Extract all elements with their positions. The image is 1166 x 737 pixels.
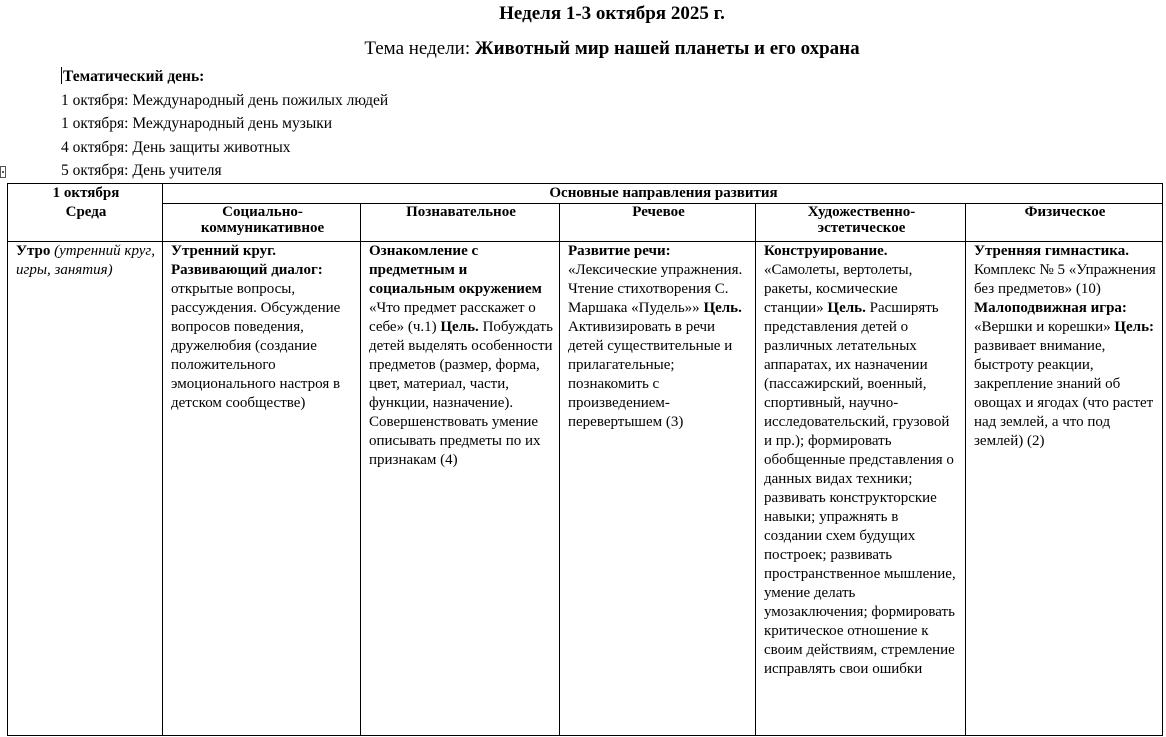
table-row <box>8 242 1163 736</box>
time-slot-label: Утро <box>16 243 51 259</box>
area-header-speech <box>560 204 756 242</box>
speech-cell <box>560 242 756 736</box>
thematic-day-item: 4 октября: День защиты животных <box>61 138 291 156</box>
thematic-day-item: 5 октября: День учителя <box>61 162 222 180</box>
speech-goal-label: Цель. <box>703 300 742 316</box>
speech-goal: Активизировать в речи детей существительные и прилагательные; познакомить с произведением-перевертышем (3) <box>568 319 733 430</box>
cognitive-goal-label: Цель. <box>440 319 479 335</box>
page-title: Неделя 1-3 октября 2025 г. <box>499 3 725 24</box>
area-header-physical-text: Физическое <box>1024 204 1106 220</box>
physical-game-title: Малоподвижная игра: <box>974 300 1127 316</box>
day-weekday: Среда <box>65 204 107 220</box>
social-cell <box>163 242 361 736</box>
table-move-handle[interactable] <box>0 166 6 178</box>
physical-title: Утренняя гимнастика. <box>974 243 1129 259</box>
development-areas-header: Основные направления развития <box>163 184 1163 204</box>
time-slot-note: (утренний круг, игры, занятия) <box>16 243 156 278</box>
day-date: 1 октября <box>52 185 120 201</box>
thematic-days-heading-text: Тематический день: <box>63 68 205 85</box>
time-slot-cell <box>8 242 163 736</box>
area-header-cognitive-text: Познавательное <box>406 204 516 220</box>
thematic-days <box>61 65 388 183</box>
art-goal: Расширять представления детей о различных летательных аппаратах, их назначении (пассажирский, военный, спортивный, научно-исследовательский, грузовой и пр.); формировать обобщенные представления о данных видах техники; развивать конструкторские навыки; упражнять в создании схем будущих построек; развивать пространственное мышление, умение делать умозаключения; формировать критическое отношение к своим действиям, стремление исправлять свои ошибки <box>764 300 956 677</box>
physical-cell <box>966 242 1163 736</box>
area-header-social-line1: Социально- <box>222 204 303 220</box>
text-cursor <box>61 67 62 84</box>
area-header-cognitive <box>361 204 560 242</box>
cognitive-goal: Побуждать детей выделять особенности предметов (размер, форма, цвет, материал, части, функции, назначение). Совершенствовать умение описывать предметы по их признакам (4) <box>369 319 553 468</box>
cognitive-cell <box>361 242 560 736</box>
speech-title: Развитие речи: <box>568 243 671 259</box>
area-header-art-line1: Художественно- <box>807 204 916 220</box>
art-topic: «Самолеты, вертолеты, ракеты, космические станции» <box>764 262 913 316</box>
physical-goal: развивает внимание, быстроту реакции, закрепление знаний об овощах и ягодах (что растет над землей, а что под землей) (2) <box>974 338 1154 449</box>
speech-topic-author: С. Маршака «Пудель»» <box>568 281 729 316</box>
art-cell <box>756 242 966 736</box>
area-header-physical <box>966 204 1163 242</box>
cognitive-topic: «Что предмет расскажет о себе» (ч.1) <box>369 300 536 335</box>
social-text: открытые вопросы, рассуждения. Обсуждение вопросов поведения, дружелюбия (создание положительного эмоционального настроя в детском сообществе) <box>171 281 341 411</box>
day-header <box>8 184 163 242</box>
thematic-day-item: 1 октября: Международный день пожилых людей <box>61 91 389 109</box>
area-header-social <box>163 204 361 242</box>
plan-table <box>7 183 1163 736</box>
physical-goal-label: Цель: <box>1114 319 1155 335</box>
area-header-art <box>756 204 966 242</box>
week-theme <box>0 37 1166 61</box>
art-goal-label: Цель. <box>827 300 866 316</box>
week-theme-prefix: Тема недели: <box>364 38 471 59</box>
social-subtitle: Развивающий диалог: <box>171 262 323 278</box>
week-theme-name: Животный мир нашей планеты и его охрана <box>474 38 860 59</box>
area-header-speech-text: Речевое <box>632 204 685 220</box>
thematic-day-item: 1 октября: Международный день музыки <box>61 115 333 133</box>
speech-topic: «Лексические упражнения. Чтение стихотворения <box>568 262 743 297</box>
thematic-days-heading[interactable] <box>61 65 388 89</box>
area-header-art-line2: эстетическое <box>817 220 906 236</box>
area-header-social-line2: коммуникативное <box>200 220 325 236</box>
physical-game: «Вершки и корешки» <box>974 319 1111 335</box>
art-title: Конструирование. <box>764 243 888 259</box>
physical-complex: Комплекс № 5 «Упражнения без предметов» (10) <box>974 262 1156 297</box>
cognitive-title: Ознакомление с предметным и социальным окружением <box>369 243 542 297</box>
social-title: Утренний круг. <box>171 243 277 259</box>
